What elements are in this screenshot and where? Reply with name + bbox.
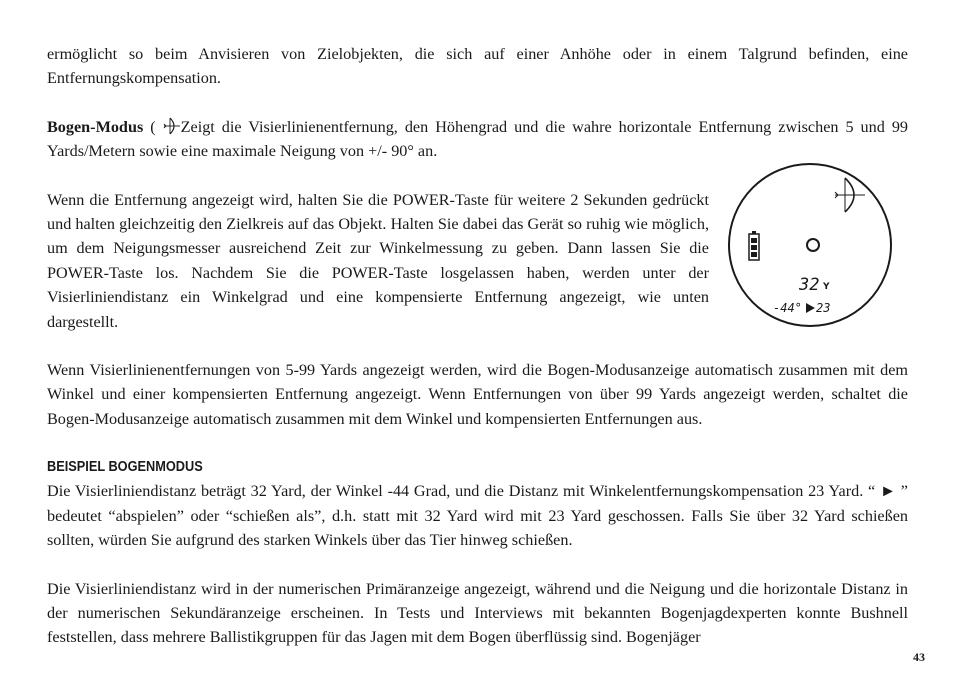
paragraph-intro: ermöglicht so beim Anvisieren von Zielobjekten, die sich auf einer Anhöhe oder in einem Talgrund befinden, eine Entfernungskompensation. [47, 45, 908, 88]
page-body [47, 42, 908, 650]
distance-unit: Y [823, 282, 830, 292]
primary-distance: 32 [799, 275, 820, 295]
paragraph-bow-mode [47, 115, 908, 164]
rangefinder-display-illustration [727, 162, 893, 328]
bow-mode-label: Bogen-Modus [47, 117, 144, 136]
bow-icon [163, 117, 181, 135]
paragraph-ballistics: Die Visierliniendistanz wird in der numerischen Primäranzeige angezeigt, während und die Neigung und die horizontale Distanz in der numerischen Sekundäranzeige erscheinen. In Tests und Interviews mit bekannten Bogenjagdexperten konnte Bushnell feststellen, dass mehrere Ballistikgruppen für das Jagen mit dem Bogen überflüssig sind. Bogenjäger [47, 579, 908, 647]
angle-readout: -44° [773, 301, 802, 315]
page-number: 43 [913, 650, 925, 664]
paragraph-display-behavior: Wenn Visierlinienentfernungen von 5-99 Yards angezeigt werden, wird die Bogen-Modusanzeige automatisch zusammen mit dem Winkel und einer kompensierten Entfernung angezeigt. Wenn Entfernungen von über 99 Yards angezeigt werden, schaltet die Bogen-Modusanzeige automatisch zusammen mit dem Winkel und kompensierten Entfernungen aus. [47, 361, 908, 428]
compensated-distance: 23 [816, 301, 831, 315]
bow-mode-paren: ( [143, 117, 163, 136]
section-heading: BEISPIEL BOGENMODUS [47, 459, 203, 476]
paragraph-example: Die Visierliniendistanz beträgt 32 Yard, der Winkel -44 Grad, und die Distanz mit Winkelentfernungskompensation 23 Yard. “ ► ” bedeutet “abspielen” oder “schießen als”, d.h. statt mit 32 Yard wird mit 23 Yard geschossen. Falls Sie über 32 Yard schießen sollten, würden Sie aufgrund des starken Winkels über das Tier hinweg schießen. [47, 482, 908, 550]
bow-mode-description: Zeigt die Visierlinienentfernung, den Höhengrad und die wahre horizontale Entfernung zwischen 5 und 99 Yards/Metern sowie eine maximale Neigung von +/- 90° an. [47, 117, 909, 161]
paragraph-power-button: Wenn die Entfernung angezeigt wird, halten Sie die POWER-Taste für weitere 2 Sekunden gedrückt und halten gleichzeitig den Zielkreis auf das Objekt. Halten Sie dabei das Gerät so ruhig wie möglich, um dem Neigungsmesser ausreichend Zeit zur Winkelmessung zu geben. Dann lassen Sie die POWER-Taste los. Nachdem Sie die POWER-Taste losgelassen haben, werden unter der Visierliniendistanz ein Winkelgrad und eine kompensierte Entfernung angezeigt, wie unten dargestellt. [47, 190, 709, 331]
